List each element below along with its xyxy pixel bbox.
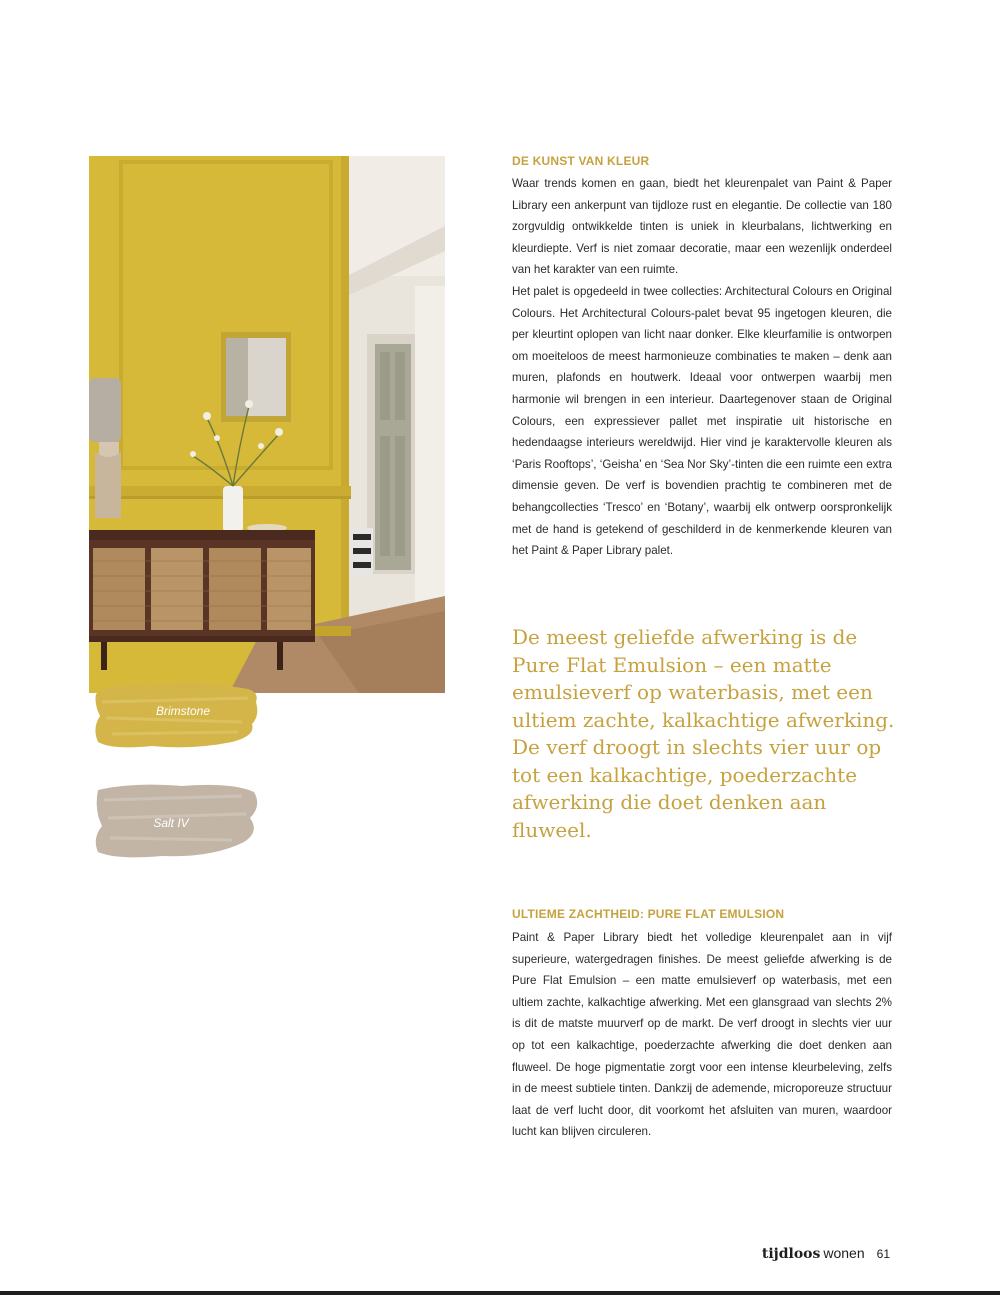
section-heading: DE KUNST VAN KLEUR xyxy=(512,154,650,168)
interior-illustration xyxy=(89,156,445,693)
swatch-label: Brimstone xyxy=(155,704,211,718)
page-footer xyxy=(762,1245,890,1262)
interior-photo xyxy=(89,156,445,693)
section-body xyxy=(512,927,892,1143)
paragraph: Het palet is opgedeeld in twee collecties: Architectural Colours en Original Colours. Het Architectural Colours-palet bevat 95 ingetogen kleuren, die per kleurtint oplopen van licht naar donker. Elke kleurfamilie is ontworpen om moeiteloos de meest harmonieuze combinaties te maken – denk aan muren, plafonds en houtwerk. Ideaal voor ontwerpen waarbij men harmonie wil brengen in een interieur. Daartegenover staan de Original Colours, een expressiever pallet met inspiratie uit historische en hedendaagse interieurs wereldwijd. Hier vind je karaktervolle kleuren als ‘Paris Rooftops’, ‘Geisha’ en ‘Sea Nor Sky’-tinten die een ruimte een extra dimensie geven. De verf is bovendien prachtig te combineren met de behangcollecties ‘Tresco’ en ‘Botany’, waarbij elk ontwerp oorspronkelijk met de hand is getekend of geschilderd in de kenmerkende kleuren van het Paint & Paper Library palet. xyxy=(512,284,892,558)
magazine-name-bold: tijdloos xyxy=(761,1246,821,1262)
section-body xyxy=(512,173,892,562)
section-heading: ULTIEME ZACHTHEID: PURE FLAT EMULSION xyxy=(512,907,785,921)
pull-quote: De meest geliefde afwerking is de Pure Flat Emulsion – een matte emulsieverf op waterbasis, met een ultiem zachte, kalkachtige afwerking. De verf droogt in slechts vier uur op tot een kalkachtige, poederzachte afwerking die doet denken aan fluweel. xyxy=(512,625,895,842)
swatch-label: Salt IV xyxy=(153,816,189,830)
paragraph: Waar trends komen en gaan, biedt het kleurenpalet van Paint & Paper Library een ankerpunt van tijdloze rust en elegantie. De collectie van 180 zorgvuldig ontwikkelde tinten is uniek in kleurbalans, lichtwerking en kleurdiepte. Verf is niet zomaar decoratie, maar een wezenlijk onderdeel van het karakter van een ruimte. xyxy=(512,177,892,277)
page-number: 61 xyxy=(876,1247,890,1261)
bottom-rule xyxy=(0,1291,1000,1295)
swatch-brimstone xyxy=(92,672,262,752)
swatch-salt-iv xyxy=(92,780,262,860)
paragraph: Paint & Paper Library biedt het volledige kleurenpalet aan in vijf superieure, watergedragen finishes. De meest geliefde afwerking is de Pure Flat Emulsion – een matte emulsieverf op waterbasis, met een ultiem zachte, kalkachtige afwerking. Met een glansgraad van slechts 2% is dit de matste muurverf op de markt. De verf droogt in slechts vier uur op tot een kalkachtige, poederzachte afwerking die doet denken aan fluweel. De hoge pigmentatie zorgt voor een intense kleurbeleving, zelfs in de meest subtiele tinten. Dankzij de ademende, microporeuze structuur laat de verf lucht door, dit voorkomt het afsluiten van muren, waardoor lucht kan blijven circuleren. xyxy=(512,931,892,1139)
magazine-name-light: wonen xyxy=(823,1245,865,1261)
